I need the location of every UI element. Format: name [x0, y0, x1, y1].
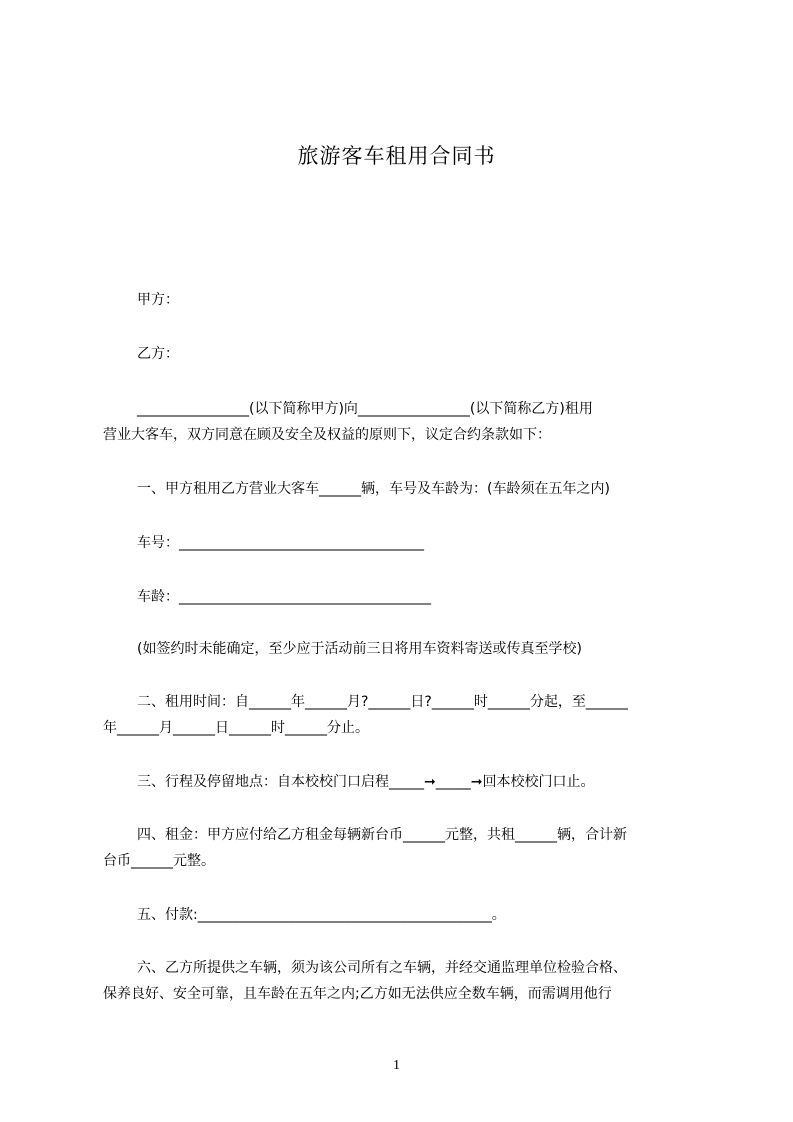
clause-2-line-2: 年______月______日______时______分止。	[103, 720, 369, 736]
intro-paragraph-line-2: 营业大客车，双方同意在顾及安全及权益的原则下，议定合约条款如下：	[103, 427, 551, 443]
party-a-label: 甲方：	[137, 292, 179, 308]
clause-4-line-2: 台币______元整。	[103, 853, 215, 869]
clause-4-line-1: 四、租金：甲方应付给乙方租金每辆新台币______元整，共租______辆，合计新	[137, 827, 627, 843]
clause-2-line-1: 二、租用时间：自______年______月?______日?______时______分起，至______	[137, 694, 628, 710]
page-number: 1	[393, 1058, 400, 1073]
plate-number-line: 车号：___________________________________	[137, 535, 424, 551]
intro-paragraph-line-1: ________________(以下简称甲方)向________________(以下简称乙方)租用	[137, 401, 593, 417]
clause-6-line-1: 六、乙方所提供之车辆，须为该公司所有之车辆，并经交通监理单位检验合格、	[137, 960, 627, 976]
clause-1-note: (如签约时未能确定，至少应于活动前三日将用车资料寄送或传真至学校)	[137, 641, 582, 657]
party-b-label: 乙方：	[137, 346, 179, 362]
document-title: 旅游客车租用合同书	[297, 144, 496, 168]
clause-3: 三、行程及停留地点：自本校校门口启程_____➞_____➞回本校校门口止。	[137, 774, 595, 790]
clause-1: 一、甲方租用乙方营业大客车______辆，车号及车龄为：(车龄须在五年之内)	[137, 481, 610, 497]
clause-6-line-2: 保养良好、安全可靠，且车龄在五年之内;乙方如无法供应全数车辆，而需调用他行	[103, 986, 612, 1002]
clause-5: 五、付款:__________________________________________。	[137, 907, 506, 923]
vehicle-age-line: 车龄：____________________________________	[137, 589, 431, 605]
